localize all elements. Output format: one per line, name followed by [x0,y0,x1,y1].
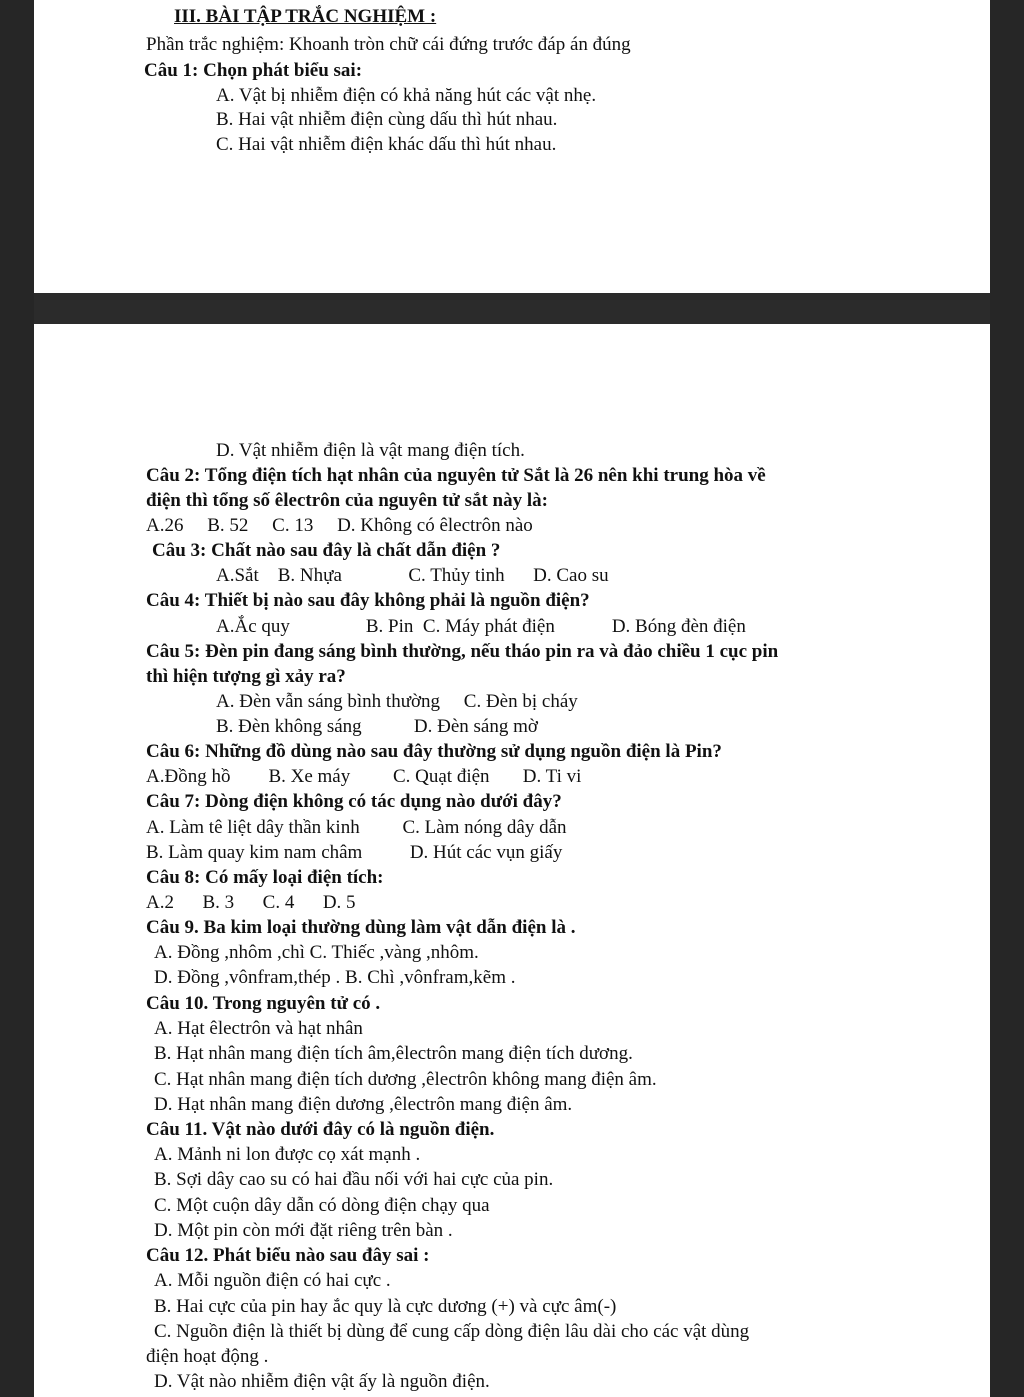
right-viewer-margin [990,0,1024,1397]
question-5-line-2: thì hiện tượng gì xảy ra? [146,666,346,687]
question-4-options: A.Ắc quy B. Pin C. Máy phát điện D. Bóng đèn điện [216,616,746,637]
question-12: Câu 12. Phát biểu nào sau đây sai : [146,1245,430,1266]
question-6: Câu 6: Những đồ dùng nào sau đây thường sử dụng nguồn điện là Pin? [146,741,722,762]
question-10-option-b: B. Hạt nhân mang điện tích âm,êlectrôn mang điện tích dương. [154,1043,633,1064]
question-10-option-c: C. Hạt nhân mang điện tích dương ,êlectrôn không mang điện âm. [154,1069,657,1090]
question-1-option-c: C. Hai vật nhiễm điện khác dấu thì hút nhau. [216,134,557,155]
question-1: Câu 1: Chọn phát biểu sai: [144,60,363,81]
question-7: Câu 7: Dòng điện không có tác dụng nào dưới đây? [146,791,562,812]
question-8: Câu 8: Có mấy loại điện tích: [146,867,384,888]
question-2-line-2: điện thì tổng số êlectrôn của nguyên tử sắt này là: [146,490,548,511]
question-3-options: A.Sắt B. Nhựa C. Thủy tinh D. Cao su [216,565,609,586]
question-10-option-d: D. Hạt nhân mang điện dương ,êlectrôn mang điện âm. [154,1094,573,1115]
question-3: Câu 3: Chất nào sau đây là chất dẫn điện ? [152,540,501,561]
left-viewer-margin [0,0,34,1397]
question-2-line-1: Câu 2: Tổng điện tích hạt nhân của nguyên tử Sắt là 26 nên khi trung hòa về [146,465,766,486]
question-10: Câu 10. Trong nguyên tử có . [146,993,381,1014]
document-page-2 [34,324,990,1397]
question-11: Câu 11. Vật nào dưới đây có là nguồn điện. [146,1119,495,1140]
question-8-options: A.2 B. 3 C. 4 D. 5 [146,892,356,913]
question-4: Câu 4: Thiết bị nào sau đây không phải là nguồn điện? [146,590,590,611]
question-9-options-d-b: D. Đồng ,vônfram,thép . B. Chì ,vônfram,kẽm . [154,967,516,988]
question-11-option-a: A. Mảnh ni lon được cọ xát mạnh . [154,1144,421,1165]
question-12-option-c-line-2: điện hoạt động . [146,1346,269,1367]
question-11-option-d: D. Một pin còn mới đặt riêng trên bàn . [154,1220,453,1241]
question-12-option-a: A. Mỗi nguồn điện có hai cực . [154,1270,391,1291]
question-11-option-b: B. Sợi dây cao su có hai đầu nối với hai cực của pin. [154,1169,554,1190]
question-1-option-b: B. Hai vật nhiễm điện cùng dấu thì hút nhau. [216,109,558,130]
question-5-options-b-d: B. Đèn không sáng D. Đèn sáng mờ [216,716,538,737]
question-9-options-a-c: A. Đồng ,nhôm ,chì C. Thiếc ,vàng ,nhôm. [154,942,479,963]
question-12-option-c-line-1: C. Nguồn điện là thiết bị dùng để cung cấp dòng điện lâu dài cho các vật dùng [154,1321,750,1342]
question-6-options: A.Đồng hồ B. Xe máy C. Quạt điện D. Ti vi [146,766,582,787]
question-2-options: A.26 B. 52 C. 13 D. Không có êlectrôn nào [146,515,533,536]
instruction-text: Phần trắc nghiệm: Khoanh tròn chữ cái đứng trước đáp án đúng [146,34,631,55]
question-7-options-a-c: A. Làm tê liệt dây thần kinh C. Làm nóng dây dẫn [146,817,567,838]
question-1-option-a: A. Vật bị nhiễm điện có khả năng hút các vật nhẹ. [216,85,597,106]
question-1-option-d: D. Vật nhiễm điện là vật mang điện tích. [216,440,525,461]
question-5-line-1: Câu 5: Đèn pin đang sáng bình thường, nếu tháo pin ra và đảo chiều 1 cục pin [146,641,779,662]
section-heading: III. BÀI TẬP TRẮC NGHIỆM : [174,6,437,27]
question-5-options-a-c: A. Đèn vẫn sáng bình thường C. Đèn bị cháy [216,691,578,712]
question-11-option-c: C. Một cuộn dây dẫn có dòng điện chạy qua [154,1195,490,1216]
question-9: Câu 9. Ba kim loại thường dùng làm vật dẫn điện là . [146,917,576,938]
question-7-options-b-d: B. Làm quay kim nam châm D. Hút các vụn giấy [146,842,563,863]
question-12-option-d: D. Vật nào nhiễm điện vật ấy là nguồn điện. [154,1371,490,1392]
question-10-option-a: A. Hạt êlectrôn và hạt nhân [154,1018,363,1039]
document-page-1 [34,0,990,293]
question-12-option-b: B. Hai cực của pin hay ắc quy là cực dương (+) và cực âm(-) [154,1296,617,1317]
